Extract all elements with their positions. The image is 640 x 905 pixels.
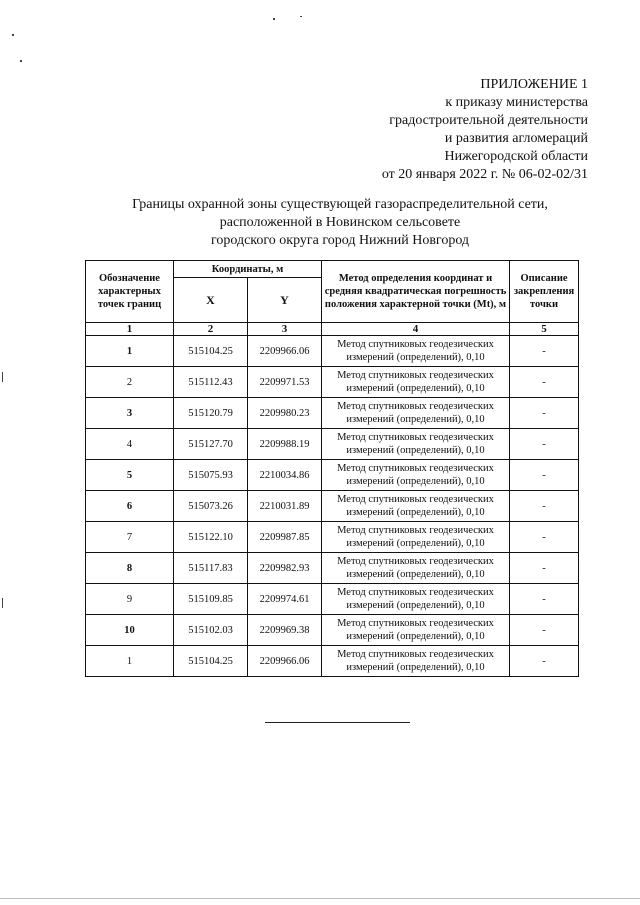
y-coordinate: 2209974.61 (248, 584, 322, 615)
scan-speck (300, 16, 302, 17)
title-line: Границы охранной зоны существующей газораспределительной сети, (132, 197, 548, 212)
table-row (86, 336, 579, 367)
description-cell: - (510, 429, 579, 460)
method-line: измерений (определений), 0,10 (346, 476, 485, 487)
closing-rule (265, 722, 410, 723)
table-row (86, 553, 579, 584)
column-number: 2 (174, 323, 248, 336)
method-cell (322, 460, 510, 491)
method-line: Метод спутниковых геодезических (337, 494, 494, 505)
x-coordinate: 515120.79 (174, 398, 248, 429)
description-cell: - (510, 460, 579, 491)
header-coordinates: Координаты, м (174, 261, 322, 278)
y-coordinate: 2210031.89 (248, 491, 322, 522)
appendix-title: ПРИЛОЖЕНИЕ 1 (480, 77, 588, 92)
coordinates-table (85, 260, 579, 677)
method-cell (322, 646, 510, 677)
header-point: Обозначение характерных точек границ (86, 261, 174, 323)
y-coordinate: 2209966.06 (248, 646, 322, 677)
x-coordinate: 515073.26 (174, 491, 248, 522)
description-cell: - (510, 646, 579, 677)
method-line: Метод спутниковых геодезических (337, 587, 494, 598)
table-row (86, 584, 579, 615)
description-cell: - (510, 584, 579, 615)
method-line: Метод спутниковых геодезических (337, 649, 494, 660)
table-row (86, 615, 579, 646)
table-row (86, 367, 579, 398)
column-number: 3 (248, 323, 322, 336)
method-line: Метод спутниковых геодезических (337, 339, 494, 350)
point-id: 8 (86, 553, 174, 584)
title-line: расположенной в Новинском сельсовете (219, 215, 461, 230)
x-coordinate: 515117.83 (174, 553, 248, 584)
method-line: измерений (определений), 0,10 (346, 538, 485, 549)
y-coordinate: 2209969.38 (248, 615, 322, 646)
table-row (86, 429, 579, 460)
y-coordinate: 2209980.23 (248, 398, 322, 429)
appendix-order-date: от 20 января 2022 г. № 06-02-02/31 (381, 167, 588, 182)
scan-edge (0, 898, 640, 899)
x-coordinate: 515075.93 (174, 460, 248, 491)
y-coordinate: 2209966.06 (248, 336, 322, 367)
header-x: X (174, 278, 248, 323)
point-id: 3 (86, 398, 174, 429)
appendix-line: градостроительной деятельности (389, 113, 588, 128)
y-coordinate: 2209982.93 (248, 553, 322, 584)
scan-speck (273, 18, 275, 20)
method-line: измерений (определений), 0,10 (346, 662, 485, 673)
header-method: Метод определения координат и средняя квадратическая погрешность положения характерной точки (Mt), м (322, 261, 510, 323)
point-id: 7 (86, 522, 174, 553)
method-line: Метод спутниковых геодезических (337, 618, 494, 629)
y-coordinate: 2209988.19 (248, 429, 322, 460)
method-line: Метод спутниковых геодезических (337, 432, 494, 443)
method-line: Метод спутниковых геодезических (337, 525, 494, 536)
method-cell (322, 398, 510, 429)
method-cell (322, 522, 510, 553)
header-description: Описание закрепления точки (510, 261, 579, 323)
description-cell: - (510, 367, 579, 398)
method-line: Метод спутниковых геодезических (337, 463, 494, 474)
description-cell: - (510, 336, 579, 367)
x-coordinate: 515102.03 (174, 615, 248, 646)
document-title (60, 196, 620, 250)
table-row (86, 398, 579, 429)
x-coordinate: 515104.25 (174, 646, 248, 677)
point-id: 1 (86, 646, 174, 677)
method-cell (322, 367, 510, 398)
column-number: 5 (510, 323, 579, 336)
x-coordinate: 515127.70 (174, 429, 248, 460)
scan-speck (2, 598, 3, 608)
description-cell: - (510, 615, 579, 646)
point-id: 10 (86, 615, 174, 646)
appendix-line: к приказу министерства (445, 95, 588, 110)
table-row (86, 491, 579, 522)
method-cell (322, 615, 510, 646)
point-id: 4 (86, 429, 174, 460)
y-coordinate: 2209971.53 (248, 367, 322, 398)
x-coordinate: 515109.85 (174, 584, 248, 615)
method-line: измерений (определений), 0,10 (346, 507, 485, 518)
scan-speck (2, 372, 3, 382)
y-coordinate: 2210034.86 (248, 460, 322, 491)
method-cell (322, 491, 510, 522)
scan-speck (20, 60, 22, 62)
appendix-block (268, 76, 588, 184)
x-coordinate: 515104.25 (174, 336, 248, 367)
description-cell: - (510, 398, 579, 429)
appendix-line: Нижегородской области (444, 149, 588, 164)
point-id: 1 (86, 336, 174, 367)
column-number: 4 (322, 323, 510, 336)
table-row (86, 460, 579, 491)
description-cell: - (510, 491, 579, 522)
title-line: городского округа город Нижний Новгород (210, 233, 470, 248)
method-line: измерений (определений), 0,10 (346, 383, 485, 394)
method-cell (322, 584, 510, 615)
point-id: 9 (86, 584, 174, 615)
method-cell (322, 553, 510, 584)
table-row (86, 522, 579, 553)
method-cell (322, 429, 510, 460)
scan-speck (12, 34, 14, 36)
method-line: измерений (определений), 0,10 (346, 631, 485, 642)
x-coordinate: 515112.43 (174, 367, 248, 398)
method-line: измерений (определений), 0,10 (346, 600, 485, 611)
point-id: 2 (86, 367, 174, 398)
method-line: измерений (определений), 0,10 (346, 569, 485, 580)
method-line: Метод спутниковых геодезических (337, 370, 494, 381)
point-id: 6 (86, 491, 174, 522)
description-cell: - (510, 522, 579, 553)
x-coordinate: 515122.10 (174, 522, 248, 553)
y-coordinate: 2209987.85 (248, 522, 322, 553)
method-line: Метод спутниковых геодезических (337, 556, 494, 567)
method-line: Метод спутниковых геодезических (337, 401, 494, 412)
appendix-line: и развития агломераций (444, 131, 588, 146)
table-row (86, 646, 579, 677)
header-y: Y (248, 278, 322, 323)
method-cell (322, 336, 510, 367)
column-number: 1 (86, 323, 174, 336)
method-line: измерений (определений), 0,10 (346, 352, 485, 363)
description-cell: - (510, 553, 579, 584)
point-id: 5 (86, 460, 174, 491)
method-line: измерений (определений), 0,10 (346, 414, 485, 425)
method-line: измерений (определений), 0,10 (346, 445, 485, 456)
